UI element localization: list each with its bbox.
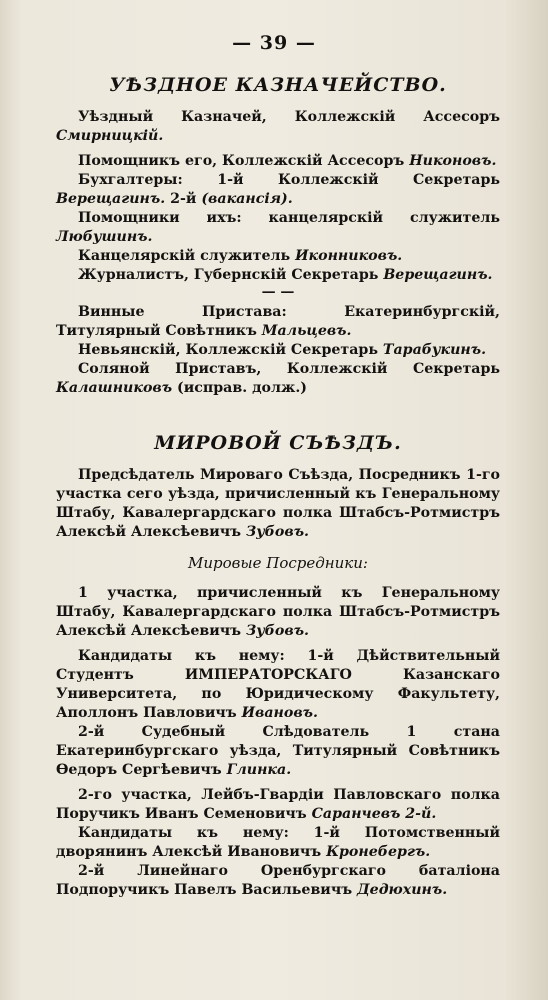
separator: — — [261, 284, 295, 300]
paragraph: Предсѣдатель Мироваго Съѣзда, Посредникъ 1-го участка сего уѣзда, причисленный къ Генеральному Штабу, Кавалергардскаго полка Штабсъ-Ротмистръ Алексѣй Алексѣевичъ Зубовъ. [56, 467, 500, 540]
paragraph: 2-й Судебный Слѣдователь 1 стана Екатеринбургскаго уѣзда, Титулярный Совѣтникъ Ѳедоръ Сергѣевичъ Глинка. [56, 724, 500, 778]
paragraph: Соляной Приставъ, Коллежскій Секретарь Калашниковъ (исправ. долж.) [56, 361, 500, 396]
paragraph: Бухгалтеры: 1-й Коллежскій Секретарь Верещагинъ. 2-й (вакансія). [56, 172, 500, 207]
paragraph: Кандидаты къ нему: 1-й Дѣйствительный Студентъ ИМПЕРАТОРСКАГО Казанскаго Университета, по Юридическому Факультету, Аполлонъ Павловичъ Ивановъ. [56, 648, 500, 721]
paragraph: Невьянскій, Коллежскій Секретарь Тарабукинъ. [78, 342, 487, 358]
paragraph: 2-й Линейнаго Оренбургскаго баталіона Подпоручикъ Павелъ Васильевичъ Дедюхинъ. [56, 863, 500, 898]
section-peace-congress [56, 432, 500, 900]
paragraph: Журналистъ, Губернскій Секретарь Верещагинъ. [78, 267, 493, 283]
paragraph: Винные Пристава: Екатеринбургскій, Титулярный Совѣтникъ Мальцевъ. [56, 304, 500, 339]
paragraph: 2-го участка, Лейбъ-Гвардіи Павловскаго полка Поручикъ Иванъ Семеновичъ Саранчевъ 2-й. [56, 787, 500, 822]
paragraph: Канцелярскій служитель Иконниковъ. [78, 248, 403, 264]
paragraph: Уѣздный Казначей, Коллежскій Ассесоръ Смирницкій. [56, 109, 500, 144]
page-number: — 39 — [232, 32, 316, 54]
section-treasury [56, 74, 500, 398]
section-title-treasury: УѢЗДНОЕ КАЗНАЧЕЙСТВО. [109, 74, 447, 96]
subsection-title: Мировые Посредники: [188, 554, 368, 572]
paragraph: Помощникъ его, Коллежскій Ассесоръ Никоновъ. [78, 153, 497, 169]
paragraph: 1 участка, причисленный къ Генеральному Штабу, Кавалергардскаго полка Штабсъ-Ротмистръ Алексѣй Алексѣевичъ Зубовъ. [56, 585, 500, 639]
section-title-peace-congress: МИРОВОЙ СЪѢЗДЪ. [154, 432, 402, 454]
paragraph: Кандидаты къ нему: 1-й Потомственный дворянинъ Алексѣй Ивановичъ Кронебергъ. [56, 825, 500, 860]
paragraph: Помощники ихъ: канцелярскій служитель Любушинъ. [56, 210, 500, 245]
